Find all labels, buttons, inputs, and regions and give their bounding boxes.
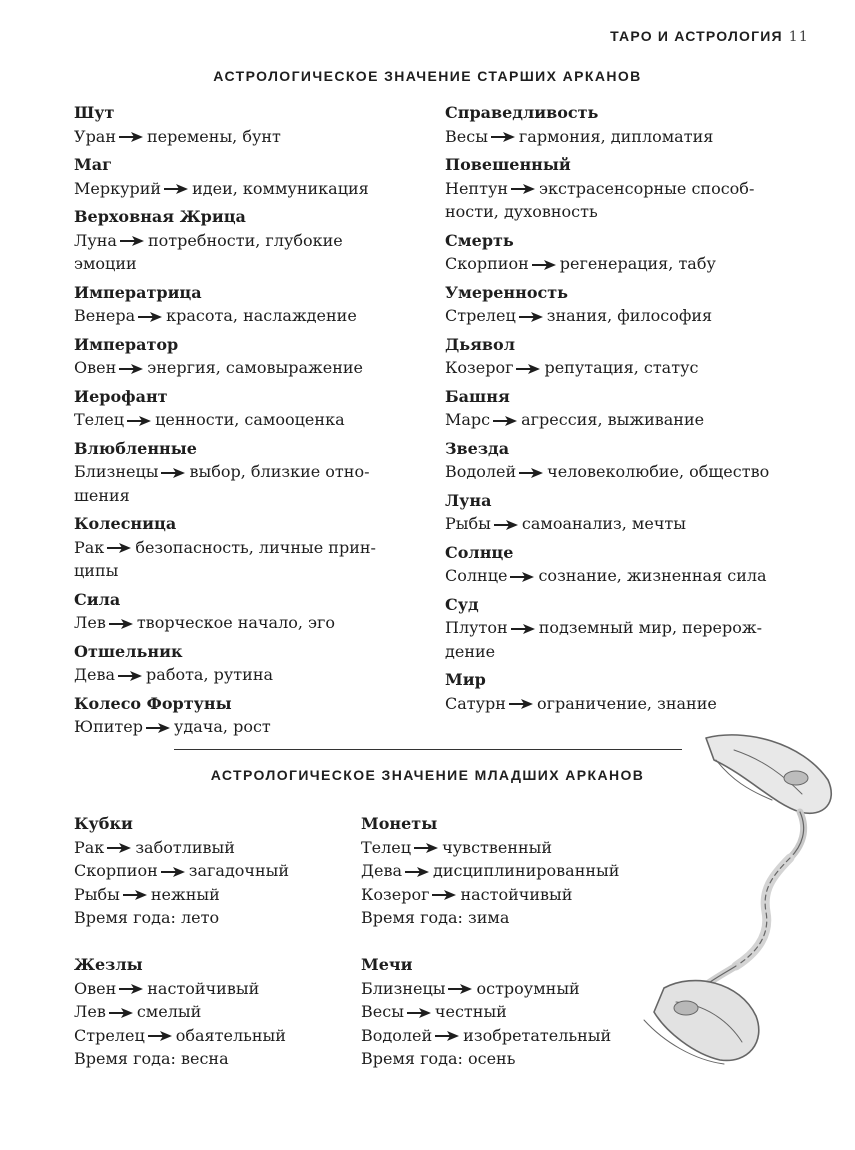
suit-name: Мечи bbox=[361, 954, 413, 974]
sign-name: Козерог bbox=[361, 884, 430, 904]
meaning-text: удача, рост bbox=[173, 717, 271, 736]
correspondence-line bbox=[445, 304, 769, 328]
arcana-entry bbox=[445, 541, 769, 588]
planet-name: Сатурн bbox=[445, 693, 506, 713]
right-arrow-icon bbox=[492, 416, 518, 426]
meaning-text: идеи, коммуникация bbox=[192, 178, 369, 198]
sign-name: Рыбы bbox=[74, 884, 120, 904]
meaning-text: ограничение, знание bbox=[536, 693, 717, 713]
arcana-entry bbox=[445, 229, 769, 276]
correspondence-line bbox=[74, 125, 376, 149]
card-name: Мир bbox=[445, 670, 486, 689]
arcana-entry bbox=[74, 153, 376, 200]
right-arrow-icon bbox=[160, 468, 186, 478]
trait-text: настойчивый bbox=[147, 978, 260, 998]
right-arrow-icon bbox=[431, 890, 457, 900]
sign-name: Овен bbox=[74, 978, 117, 998]
planet-name: Плутон bbox=[445, 618, 508, 637]
suit-block bbox=[361, 812, 619, 930]
meaning-continuation: ципы bbox=[74, 561, 119, 580]
arcana-entry bbox=[74, 385, 376, 432]
sign-name: Дева bbox=[361, 861, 403, 881]
arcana-entry bbox=[445, 437, 769, 484]
card-name: Маг bbox=[74, 155, 112, 174]
sign-line bbox=[361, 836, 619, 860]
planet-name: Марс bbox=[445, 410, 491, 429]
meaning-text: репутация, статус bbox=[544, 358, 699, 377]
sign-line bbox=[74, 859, 289, 883]
card-name: Луна bbox=[445, 490, 492, 510]
right-arrow-icon bbox=[406, 1008, 432, 1018]
correspondence-line bbox=[74, 536, 376, 560]
sign-line bbox=[74, 883, 289, 907]
correspondence-line bbox=[74, 304, 376, 328]
correspondence-line bbox=[74, 611, 376, 635]
meaning-text: энергия, самовыражение bbox=[147, 358, 363, 377]
correspondence-line bbox=[445, 460, 769, 484]
right-arrow-icon bbox=[108, 619, 134, 629]
card-name: Солнце bbox=[445, 542, 514, 562]
trait-text: честный bbox=[434, 1002, 507, 1022]
arcana-entry bbox=[74, 101, 376, 148]
meaning-text: человеколюбие, общество bbox=[547, 462, 770, 481]
right-arrow-icon bbox=[118, 984, 144, 994]
season-value: зима bbox=[467, 908, 510, 928]
meaning-text: знания, философия bbox=[546, 306, 713, 325]
correspondence-line bbox=[74, 715, 376, 739]
right-arrow-icon bbox=[106, 843, 132, 853]
sign-line bbox=[361, 977, 619, 1001]
right-arrow-icon bbox=[137, 312, 163, 322]
meaning-text: самоанализ, мечты bbox=[521, 514, 686, 533]
sign-name: Телец bbox=[361, 837, 412, 857]
correspondence-line bbox=[74, 408, 376, 432]
correspondence-line bbox=[74, 663, 376, 687]
planet-name: Близнецы bbox=[74, 462, 159, 481]
arcana-entry bbox=[74, 205, 376, 276]
right-arrow-icon bbox=[490, 132, 516, 142]
meaning-continuation: шения bbox=[74, 485, 130, 505]
trait-text: чувственный bbox=[442, 837, 553, 857]
card-name: Иерофант bbox=[74, 386, 168, 406]
arcana-entry bbox=[445, 385, 769, 432]
minor-arcana-right-column bbox=[361, 812, 619, 1094]
sign-line bbox=[361, 883, 619, 907]
meaning-text: выбор, близкие отно- bbox=[189, 462, 370, 481]
trait-text: заботливый bbox=[135, 837, 235, 857]
arcana-entry bbox=[74, 437, 376, 508]
right-arrow-icon bbox=[508, 699, 534, 709]
correspondence-line bbox=[445, 512, 769, 536]
horse-skeleton-illustration bbox=[624, 720, 844, 1080]
arcana-entry bbox=[74, 640, 376, 687]
card-name: Умеренность bbox=[445, 282, 569, 302]
trait-text: нежный bbox=[150, 884, 220, 904]
planet-name: Скорпион bbox=[445, 254, 529, 273]
card-name: Башня bbox=[445, 386, 510, 406]
suit-name: Жезлы bbox=[74, 954, 143, 974]
trait-text: настойчивый bbox=[460, 884, 573, 904]
sign-line bbox=[74, 1000, 289, 1024]
arcana-entry bbox=[445, 101, 769, 148]
meaning-continuation: ности, духовность bbox=[445, 202, 598, 221]
season-value: весна bbox=[180, 1049, 229, 1069]
sign-name: Скорпион bbox=[74, 861, 158, 881]
arcana-entry bbox=[445, 489, 769, 536]
season-label: Время года: bbox=[74, 1049, 176, 1069]
card-name: Сила bbox=[74, 589, 121, 609]
correspondence-line bbox=[445, 177, 769, 201]
trait-text: обаятельный bbox=[175, 1025, 286, 1045]
season-value: осень bbox=[467, 1049, 516, 1069]
meaning-text: агрессия, выживание bbox=[521, 410, 705, 429]
season-line bbox=[74, 1047, 289, 1071]
planet-name: Дева bbox=[74, 665, 116, 684]
arcana-entry bbox=[74, 512, 376, 583]
planet-name: Нептун bbox=[445, 178, 509, 198]
season-label: Время года: bbox=[74, 908, 176, 928]
planet-name: Уран bbox=[74, 126, 117, 146]
right-arrow-icon bbox=[108, 1008, 134, 1018]
planet-name: Телец bbox=[74, 410, 125, 429]
meaning-continuation: эмоции bbox=[74, 254, 137, 273]
arcana-entry bbox=[445, 668, 769, 715]
sign-name: Рак bbox=[74, 837, 105, 857]
season-label: Время года: bbox=[361, 1049, 463, 1069]
planet-name: Водолей bbox=[445, 462, 517, 481]
right-arrow-icon bbox=[119, 236, 145, 246]
sign-line bbox=[361, 859, 619, 883]
arcana-entry bbox=[74, 588, 376, 635]
planet-name: Венера bbox=[74, 306, 136, 325]
major-arcana-left-column bbox=[74, 101, 376, 744]
season-value: лето bbox=[180, 908, 220, 928]
right-arrow-icon bbox=[434, 1031, 460, 1041]
meaning-text: экстрасенсорные способ- bbox=[539, 178, 755, 198]
correspondence-line bbox=[74, 356, 376, 380]
card-name: Влюбленные bbox=[74, 438, 197, 458]
card-name: Шут bbox=[74, 103, 115, 122]
season-line bbox=[74, 906, 289, 930]
meaning-text: гармония, дипломатия bbox=[518, 126, 714, 146]
planet-name: Рак bbox=[74, 537, 105, 557]
right-arrow-icon bbox=[147, 1031, 173, 1041]
correspondence-line bbox=[445, 356, 769, 380]
sign-name: Стрелец bbox=[74, 1025, 145, 1045]
planet-name: Солнце bbox=[445, 566, 508, 585]
minor-arcana-left-column bbox=[74, 812, 289, 1094]
planet-name: Меркурий bbox=[74, 178, 162, 198]
trait-text: дисциплинированный bbox=[433, 861, 620, 881]
minor-arcana-title: АСТРОЛОГИЧЕСКОЕ ЗНАЧЕНИЕ МЛАДШИХ АРКАНОВ bbox=[210, 767, 645, 783]
planet-name: Весы bbox=[445, 126, 488, 146]
suit-block bbox=[74, 812, 289, 930]
major-arcana-right-column bbox=[445, 101, 769, 720]
right-arrow-icon bbox=[510, 184, 536, 194]
section-divider bbox=[174, 749, 682, 750]
sign-line bbox=[74, 977, 289, 1001]
trait-text: смелый bbox=[136, 1002, 202, 1022]
sign-line bbox=[361, 1024, 619, 1048]
sign-name: Водолей bbox=[361, 1025, 433, 1045]
card-name: Колесница bbox=[74, 514, 177, 533]
right-arrow-icon bbox=[126, 416, 152, 426]
meaning-text: красота, наслаждение bbox=[166, 306, 357, 325]
card-name: Верховная Жрица bbox=[74, 207, 246, 226]
correspondence-line bbox=[445, 616, 769, 640]
arcana-entry bbox=[445, 153, 769, 224]
planet-name: Овен bbox=[74, 358, 117, 377]
major-arcana-title: АСТРОЛОГИЧЕСКОЕ ЗНАЧЕНИЕ СТАРШИХ АРКАНОВ bbox=[213, 68, 642, 84]
planet-name: Козерог bbox=[445, 358, 514, 377]
planet-name: Луна bbox=[74, 230, 117, 250]
correspondence-line bbox=[445, 252, 769, 276]
right-arrow-icon bbox=[163, 184, 189, 194]
arcana-entry bbox=[445, 333, 769, 380]
card-name: Повешенный bbox=[445, 155, 571, 174]
right-arrow-icon bbox=[447, 984, 473, 994]
meaning-continuation: дение bbox=[445, 641, 496, 661]
trait-text: изобретательный bbox=[463, 1025, 612, 1045]
correspondence-line bbox=[74, 177, 376, 201]
sign-line bbox=[74, 1024, 289, 1048]
suit-name: Монеты bbox=[361, 814, 438, 833]
meaning-text: ценности, самооценка bbox=[155, 410, 345, 429]
card-name: Императрица bbox=[74, 282, 202, 302]
suit-name: Кубки bbox=[74, 814, 133, 833]
arcana-entry bbox=[445, 281, 769, 328]
meaning-text: перемены, бунт bbox=[147, 126, 281, 146]
card-name: Звезда bbox=[445, 438, 510, 458]
sign-line bbox=[74, 836, 289, 860]
planet-name: Стрелец bbox=[445, 306, 516, 325]
meaning-text: сознание, жизненная сила bbox=[538, 566, 767, 585]
right-arrow-icon bbox=[518, 468, 544, 478]
card-name: Император bbox=[74, 334, 179, 354]
meaning-text: подземный мир, перерож- bbox=[538, 618, 762, 637]
suit-block bbox=[74, 953, 289, 1071]
right-arrow-icon bbox=[531, 260, 557, 270]
right-arrow-icon bbox=[117, 671, 143, 681]
trait-text: остроумный bbox=[476, 978, 580, 998]
meaning-text: потребности, глубокие bbox=[147, 230, 343, 250]
right-arrow-icon bbox=[118, 132, 144, 142]
right-arrow-icon bbox=[122, 890, 148, 900]
page-number: 11 bbox=[788, 29, 809, 45]
right-arrow-icon bbox=[160, 867, 186, 877]
right-arrow-icon bbox=[518, 312, 544, 322]
card-name: Смерть bbox=[445, 230, 514, 250]
card-name: Справедливость bbox=[445, 103, 599, 122]
season-label: Время года: bbox=[361, 908, 463, 928]
arcana-entry bbox=[74, 333, 376, 380]
card-name: Суд bbox=[445, 594, 479, 614]
running-header bbox=[610, 28, 809, 45]
running-header-title: ТАРО И АСТРОЛОГИЯ bbox=[610, 28, 783, 44]
planet-name: Юпитер bbox=[74, 717, 143, 736]
planet-name: Рыбы bbox=[445, 514, 491, 533]
arcana-entry bbox=[74, 692, 376, 739]
right-arrow-icon bbox=[509, 572, 535, 582]
right-arrow-icon bbox=[404, 867, 430, 877]
card-name: Отшельник bbox=[74, 641, 183, 661]
meaning-text: регенерация, табу bbox=[559, 254, 716, 273]
correspondence-line bbox=[445, 408, 769, 432]
correspondence-line bbox=[74, 460, 376, 484]
arcana-entry bbox=[74, 281, 376, 328]
right-arrow-icon bbox=[145, 723, 171, 733]
right-arrow-icon bbox=[515, 364, 541, 374]
sign-line bbox=[361, 1000, 619, 1024]
right-arrow-icon bbox=[106, 543, 132, 553]
meaning-text: безопасность, личные прин- bbox=[135, 537, 376, 557]
correspondence-line bbox=[74, 229, 376, 253]
meaning-text: творческое начало, эго bbox=[136, 613, 336, 632]
sign-name: Лев bbox=[74, 1002, 106, 1022]
planet-name: Лев bbox=[74, 613, 106, 632]
card-name: Дьявол bbox=[445, 334, 515, 354]
right-arrow-icon bbox=[118, 364, 144, 374]
suit-block bbox=[361, 953, 619, 1071]
right-arrow-icon bbox=[493, 520, 519, 530]
season-line bbox=[361, 1047, 619, 1071]
correspondence-line bbox=[445, 125, 769, 149]
season-line bbox=[361, 906, 619, 930]
sign-name: Близнецы bbox=[361, 978, 446, 998]
right-arrow-icon bbox=[413, 843, 439, 853]
arcana-entry bbox=[445, 593, 769, 664]
card-name: Колесо Фортуны bbox=[74, 693, 232, 713]
sign-name: Весы bbox=[361, 1002, 404, 1022]
trait-text: загадочный bbox=[188, 861, 290, 881]
meaning-text: работа, рутина bbox=[146, 665, 274, 684]
right-arrow-icon bbox=[510, 624, 536, 634]
correspondence-line bbox=[445, 564, 769, 588]
correspondence-line bbox=[445, 692, 769, 716]
